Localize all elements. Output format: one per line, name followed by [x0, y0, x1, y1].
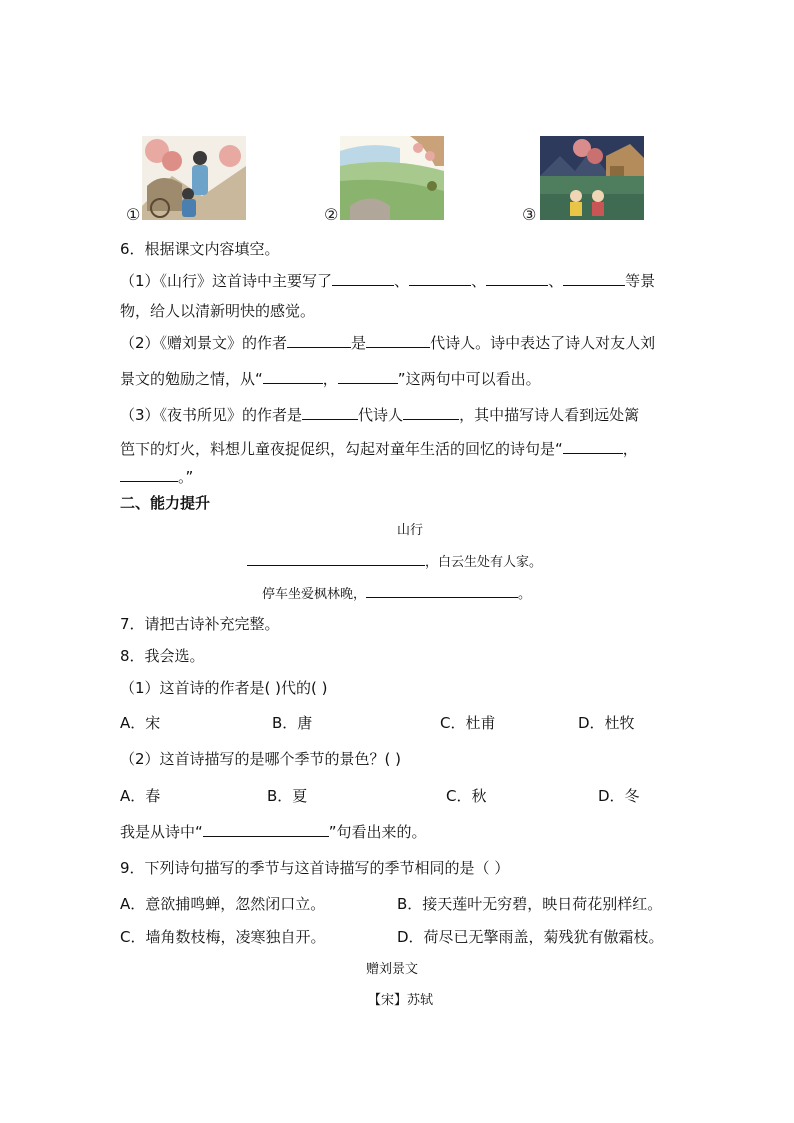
q6-blank-8[interactable] [338, 369, 398, 384]
q6-part1-text: （1）《山行》这首诗中主要写了 [120, 272, 333, 290]
illustration-2-label: ② [324, 205, 339, 224]
q8-from-text: 我是从诗中“ [120, 823, 203, 841]
illustration-1-label: ① [126, 205, 141, 224]
q9-option-d[interactable]: D．荷尽已无擎雨盖，菊残犹有傲霜枝。 [397, 928, 664, 946]
poem1-blank-2[interactable] [366, 583, 518, 598]
q6-part3-tail: ，其中描写诗人看到远处篱 [459, 406, 640, 424]
q8-sub2-option-c[interactable]: C．秋 [446, 787, 487, 805]
poem1-blank-1[interactable] [247, 551, 425, 566]
poem1-line1 [247, 551, 542, 570]
q6-blank-6[interactable] [366, 333, 430, 348]
q6-blank-12[interactable] [120, 467, 178, 482]
q6-blank-11[interactable] [563, 439, 623, 454]
q6-part3-text2: 笆下的灯火，料想儿童夜捉促织，勾起对童年生活的回忆的诗句是“ [120, 440, 563, 458]
poem2-title: 赠刘景文 [366, 962, 419, 977]
q7-text: 7．请把古诗补充完整。 [120, 615, 280, 633]
q6-part2-tail: 代诗人。诗中表达了诗人对友人刘 [430, 334, 656, 352]
q6-part3-mid: 代诗人 [358, 406, 404, 424]
q6-blank-10[interactable] [403, 405, 459, 420]
q6-blank-1[interactable] [332, 271, 394, 286]
q6-blank-4[interactable] [563, 271, 625, 286]
q6-part3-tail2: 。” [178, 468, 194, 486]
q9-option-a[interactable]: A．意欲捕鸣蝉，忽然闭口立。 [120, 895, 326, 913]
illustration-3 [540, 136, 644, 220]
section2-title: 二、能力提升 [120, 494, 211, 512]
q9-title: 9．下列诗句描写的季节与这首诗描写的季节相同的是（ ） [120, 859, 510, 877]
illustration-1 [142, 136, 246, 220]
q6-part3-line1 [120, 404, 639, 425]
q6-part1-tail: 等景 [625, 272, 656, 290]
q8-from-tail: ”句看出来的。 [328, 823, 427, 841]
poem1-line2-text: 停车坐爱枫林晚， [262, 587, 367, 602]
poem1-line2-end: 。 [518, 587, 532, 602]
separator: 、 [548, 272, 564, 290]
q8-sub2: （2）这首诗描写的是哪个季节的景色？( ) [120, 750, 402, 768]
separator: 、 [471, 272, 487, 290]
q6-part2-line2 [120, 368, 541, 389]
q8-sub1-option-b[interactable]: B．唐 [272, 714, 313, 732]
q8-sub2-option-b[interactable]: B．夏 [267, 787, 308, 805]
q6-part2-text: （2）《赠刘景文》的作者 [120, 334, 288, 352]
q8-sub1-option-a[interactable]: A．宋 [120, 714, 161, 732]
q8-sub2-option-a[interactable]: A．春 [120, 787, 161, 805]
q6-part1-line2: 物，给人以清新明快的感觉。 [120, 302, 316, 320]
poem1-line1-text: ，白云生处有人家。 [425, 555, 543, 570]
q6-blank-7[interactable] [263, 369, 323, 384]
q8-sub1-option-d[interactable]: D．杜牧 [578, 714, 635, 732]
q6-part3-line2 [120, 438, 638, 459]
q6-part1-line1 [120, 270, 655, 291]
q6-blank-3[interactable] [486, 271, 548, 286]
poem1-title: 山行 [397, 523, 424, 538]
q8-sub2-option-d[interactable]: D．冬 [598, 787, 640, 805]
q8-sub1-option-c[interactable]: C．杜甫 [440, 714, 496, 732]
q9-option-c[interactable]: C．墙角数枝梅，凌寒独自开。 [120, 928, 326, 946]
q6-blank-5[interactable] [287, 333, 351, 348]
q9-option-b[interactable]: B．接天莲叶无穷碧，映日荷花别样红。 [397, 895, 663, 913]
q6-part2-tail2: ”这两句中可以看出。 [397, 370, 541, 388]
q6-part3-text: （3）《夜书所见》的作者是 [120, 406, 303, 424]
separator: 、 [394, 272, 410, 290]
q8-sub1: （1）这首诗的作者是( )代的( ) [120, 679, 328, 697]
q6-part2-is: 是 [351, 334, 367, 352]
q6-part2-line1 [120, 332, 655, 353]
q6-blank-2[interactable] [409, 271, 471, 286]
illustration-3-label: ③ [522, 205, 537, 224]
q6-part3-line3 [120, 466, 193, 487]
q8-from-line [120, 821, 427, 842]
q8-from-blank[interactable] [203, 822, 329, 837]
q6-title: 6．根据课文内容填空。 [120, 240, 280, 258]
separator: ， [322, 370, 338, 388]
poem2-author: 【宋】苏轼 [368, 993, 434, 1008]
illustration-2 [340, 136, 444, 220]
poem1-line2 [262, 583, 531, 602]
q6-part2-text2: 景文的勉励之情，从“ [120, 370, 263, 388]
q8-title: 8．我会选。 [120, 647, 205, 665]
q6-blank-9[interactable] [302, 405, 358, 420]
separator: ， [622, 440, 638, 458]
